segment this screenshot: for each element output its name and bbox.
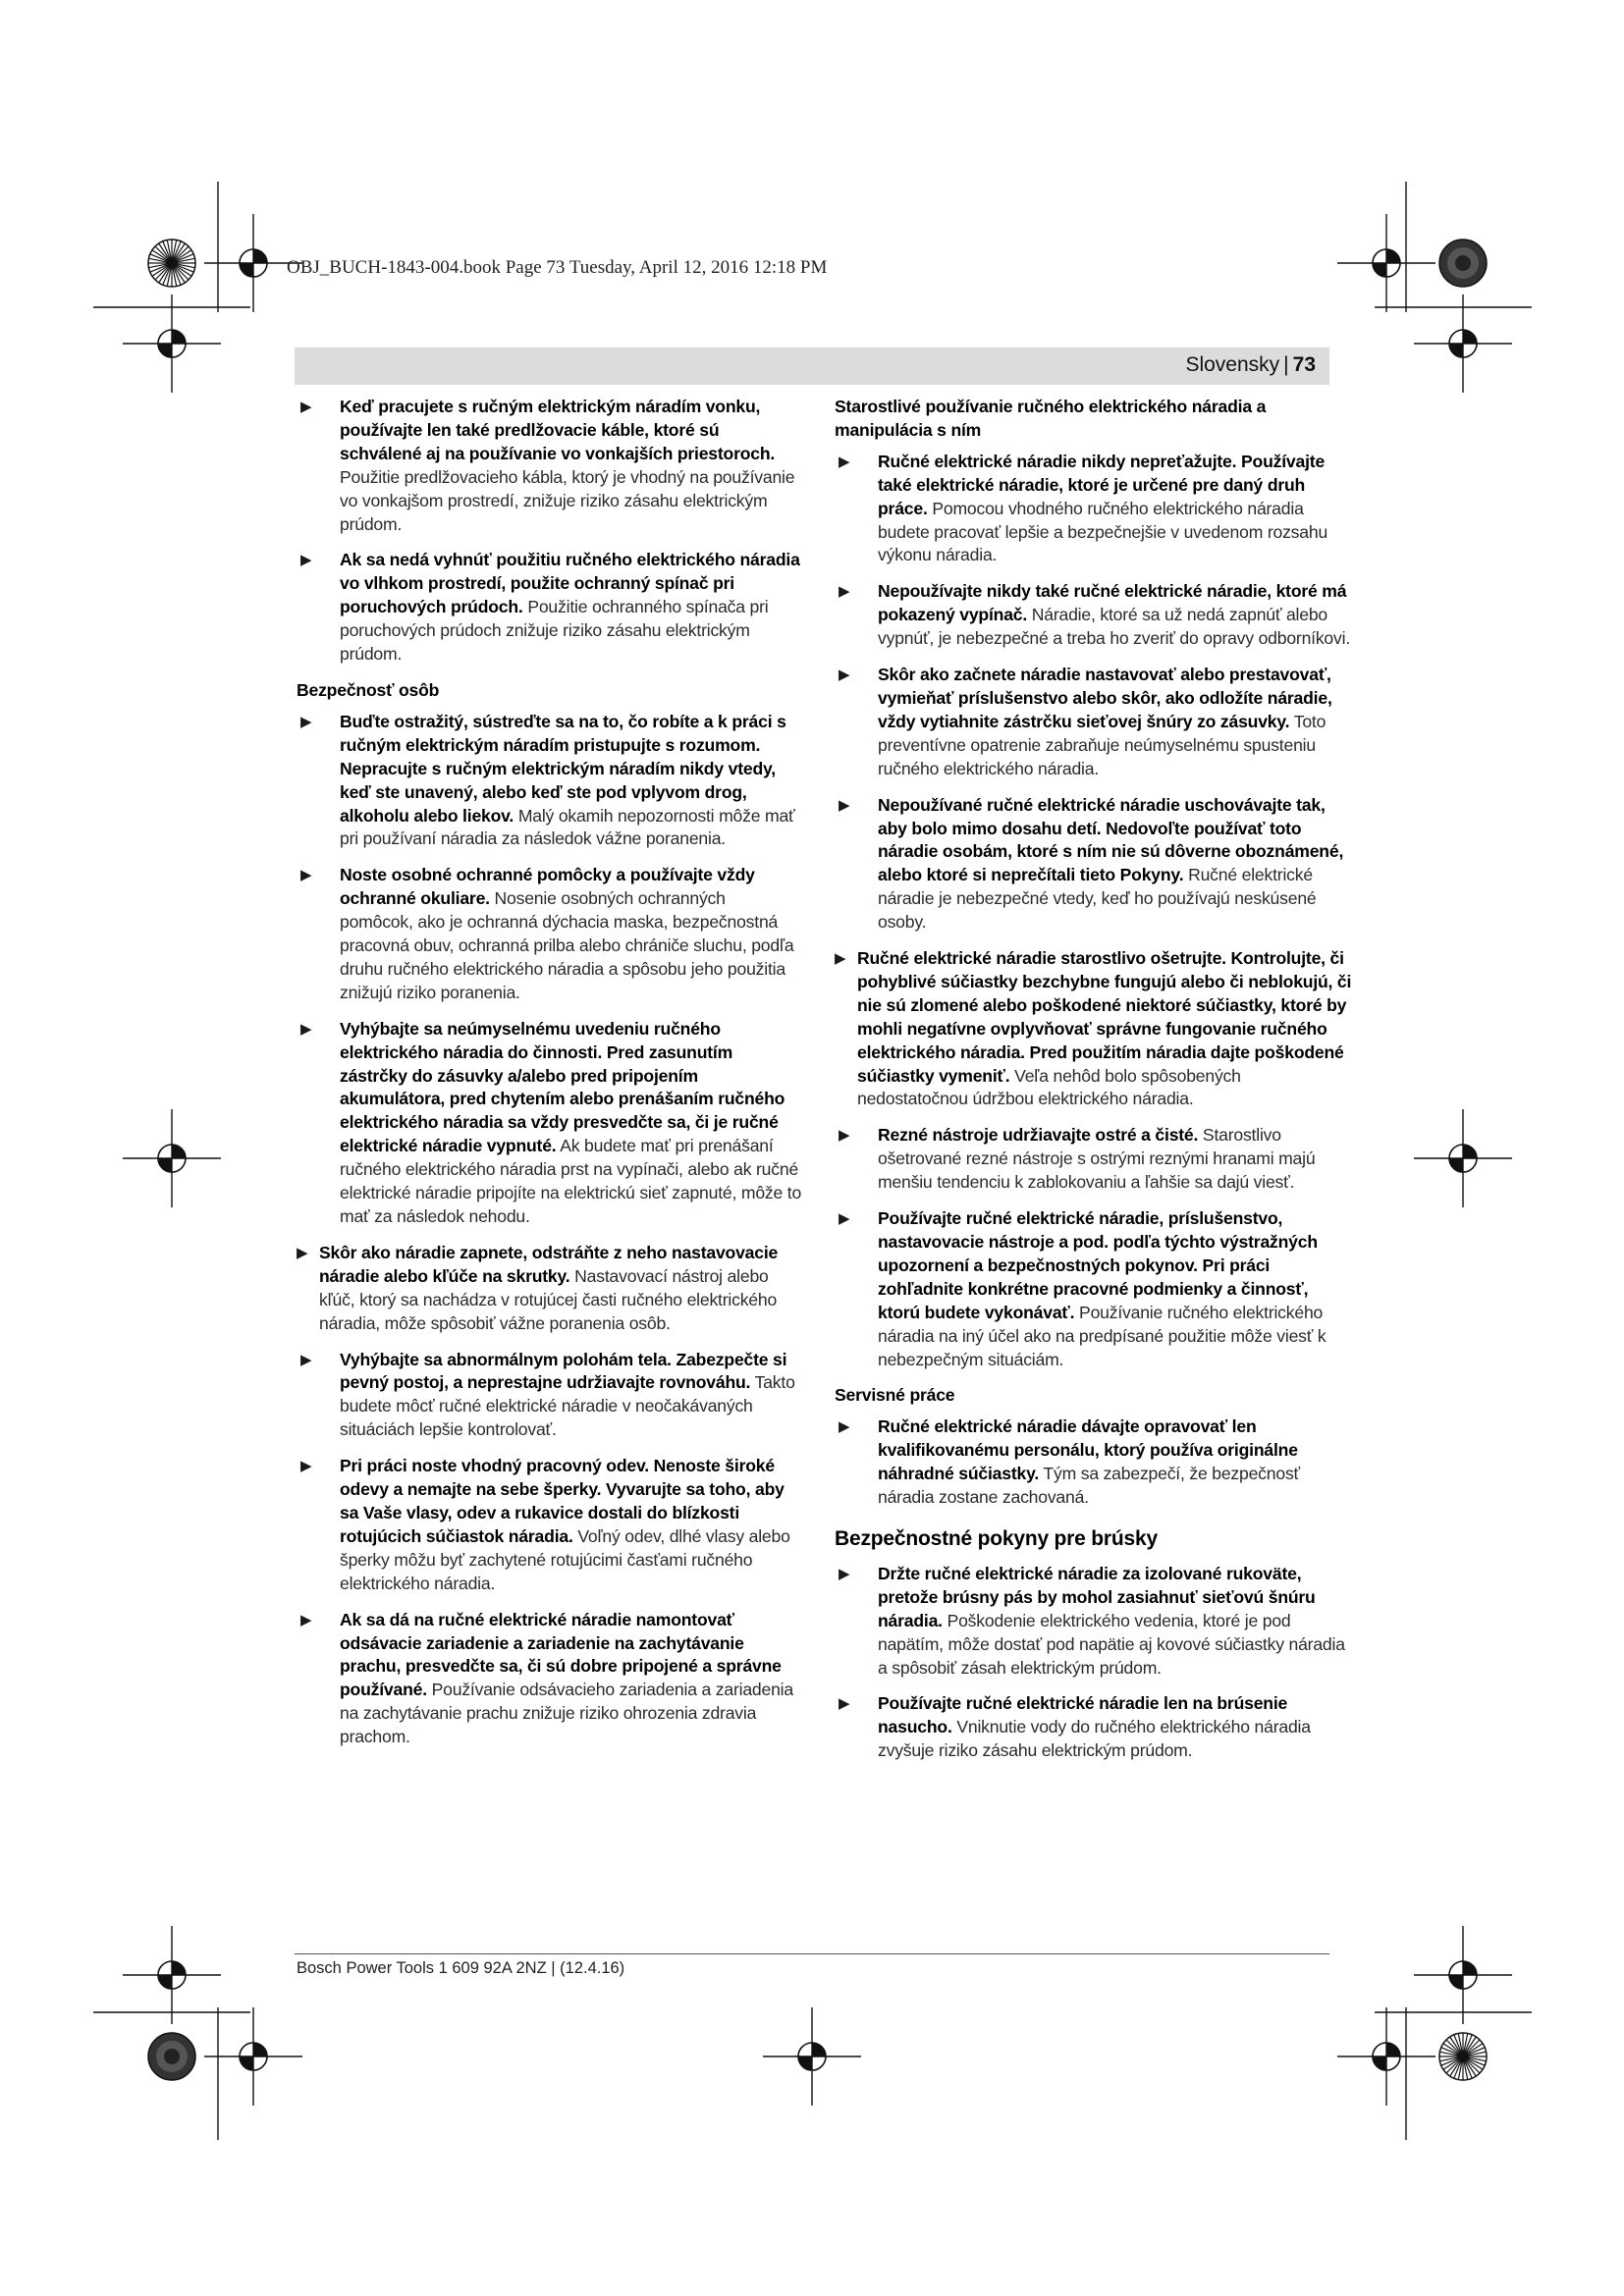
crosshair-icon xyxy=(204,2007,302,2106)
section-heading-service: Servisné práce xyxy=(835,1385,955,1406)
safety-item xyxy=(297,1455,803,1595)
item-bold-text: Držte ručné elektrické náradie za izolované rukoväte, pretože brúsny pás by mohol zasiahnuť sieťovú šnúru náradia. xyxy=(878,1563,1316,1630)
safety-item xyxy=(297,1349,803,1443)
item-normal-text: Starostlivo ošetrované rezné nástroje s ostrými reznými hranami majú menšiu tendenciu k zablokovaniu a ľahšie sa dajú viesť. xyxy=(878,1125,1316,1193)
item-normal-text: Voľný odev, dlhé vlasy alebo šperky môžu byť zachytené rotujúcimi časťami ručného elektrického náradia. xyxy=(340,1525,790,1593)
safety-item xyxy=(835,947,1353,1111)
safety-item xyxy=(297,864,803,1004)
section-title-sander-safety: Bezpečnostné pokyny pre brúsky xyxy=(835,1526,1158,1550)
item-bold-text: Používajte ručné elektrické náradie, príslušenstvo, nastavovacie nástroje a pod. podľa týchto výstražných upozornení a bezpečnostných pokynov. Pri práci zohľadnite konkrétne pracovné podmienky a činnosť, ktorú budete vykonávať. xyxy=(878,1208,1318,1322)
item-normal-text: Ručné elektrické náradie je nebezpečné vtedy, keď ho používajú neskúsené osoby. xyxy=(878,865,1317,933)
bullet-triangle-icon: ▶ xyxy=(835,950,846,968)
bullet-triangle-icon: ▶ xyxy=(300,867,312,884)
registration-disc-icon xyxy=(1439,240,1487,287)
bullet-triangle-icon: ▶ xyxy=(300,399,312,415)
bullet-triangle-icon: ▶ xyxy=(839,453,850,470)
section-heading-tool-care: Starostlivé používanie ručného elektrického náradia a manipulácia s ním xyxy=(835,397,1267,440)
item-bold-text: Buďte ostražitý, sústreďte sa na to, čo robíte a k práci s ručným elektrickým náradím pristupujte s rozumom. Nepracujte s ručným elektrickým náradím nikdy vtedy, keď ste unavený, alebo keď ste pod vplyvom drog, alkoholu alebo liekov. xyxy=(340,711,786,826)
right-items-tool-care xyxy=(835,451,1353,1372)
crosshair-icon xyxy=(1337,2007,1435,2106)
item-bold-text: Používajte ručné elektrické náradie len na brúsenie nasucho. xyxy=(878,1693,1288,1737)
safety-item xyxy=(835,451,1353,568)
header-separator: | xyxy=(1283,353,1289,376)
bullet-triangle-icon: ▶ xyxy=(839,796,850,814)
bullet-triangle-icon: ▶ xyxy=(839,1127,850,1145)
bullet-triangle-icon: ▶ xyxy=(839,1565,850,1582)
item-bold-text: Rezné nástroje udržiavajte ostré a čisté. xyxy=(878,1125,1199,1146)
footer-rule xyxy=(295,1953,1329,1954)
safety-item xyxy=(297,1609,803,1749)
item-bold-text: Nepoužívané ručné elektrické náradie uschovávajte tak, aby bolo mimo dosahu detí. Nedovoľte používať toto náradie osobám, ktoré s ním nie sú dôverne oboznámené, alebo ktoré si neprečítali tieto Pokyny. xyxy=(878,794,1344,885)
registration-disc-icon xyxy=(1439,2033,1487,2080)
crosshair-icon xyxy=(1337,214,1435,312)
safety-item xyxy=(835,664,1353,781)
right-items-service xyxy=(835,1415,1353,1510)
safety-item xyxy=(297,396,803,536)
bullet-triangle-icon: ▶ xyxy=(300,1351,312,1368)
safety-item xyxy=(835,1415,1353,1510)
bullet-triangle-icon: ▶ xyxy=(297,1244,308,1261)
item-normal-text: Takto budete môcť ručné elektrické náradie v neočakávaných situáciách lepšie kontrolovať. xyxy=(340,1372,795,1440)
language-label: Slovensky xyxy=(1185,353,1280,376)
item-bold-text: Skôr ako náradie zapnete, odstráňte z neho nastavovacie náradie alebo kľúče na skrutky. xyxy=(319,1242,779,1286)
running-head xyxy=(1185,353,1316,377)
item-normal-text: Veľa nehôd bolo spôsobených nedostatočnou údržbou elektrického náradia. xyxy=(857,1065,1241,1109)
safety-item xyxy=(297,549,803,667)
safety-item xyxy=(835,1124,1353,1195)
item-bold-text: Pri práci noste vhodný pracovný odev. Nenoste široké odevy a nemajte na sebe šperky. Vyvarujte sa toho, aby sa Vaše vlasy, odev a rukavice dostali do blízkosti rotujúcich súčiastok náradia. xyxy=(340,1456,785,1546)
safety-item xyxy=(297,711,803,851)
crosshair-icon xyxy=(763,2007,861,2106)
bullet-triangle-icon: ▶ xyxy=(839,1210,850,1228)
item-bold-text: Ak sa dá na ručné elektrické náradie namontovať odsávacie zariadenie a zariadenie na zachytávanie prachu, presvedčte sa, či sú dobre pripojené a správne používané. xyxy=(340,1609,782,1700)
item-normal-text: Náradie, ktoré sa už nedá zapnúť alebo vypnúť, je nebezpečné a treba ho zveriť do opravy odborníkovi. xyxy=(878,605,1351,649)
item-normal-text: Ak budete mať pri prenášaní ručného elektrického náradia prst na vypínači, alebo ak ručné elektrické náradie pripojíte na elektrickú sieť zapnuté, môže to mať za následok nehodu. xyxy=(340,1136,802,1226)
crosshair-icon xyxy=(123,294,221,393)
bullet-triangle-icon: ▶ xyxy=(300,552,312,569)
page-header xyxy=(295,347,1329,385)
safety-item xyxy=(835,794,1353,934)
safety-item xyxy=(297,1242,803,1336)
safety-item xyxy=(835,1207,1353,1371)
left-items-personal-safety xyxy=(297,711,803,1749)
bullet-triangle-icon: ▶ xyxy=(839,583,850,601)
registration-disc-icon xyxy=(148,240,195,287)
bullet-triangle-icon: ▶ xyxy=(300,713,312,730)
crosshair-icon xyxy=(1414,1926,1512,2024)
bullet-triangle-icon: ▶ xyxy=(300,1020,312,1038)
item-normal-text: Poškodenie elektrického vedenia, ktoré je pod napätím, môže dostať pod napätie aj kovové súčiastky náradia a spôsobiť zásah elektrickým prúdom. xyxy=(878,1610,1345,1678)
item-normal-text: Vniknutie vody do ručného elektrického náradia zvyšuje riziko zásahu elektrickým prúdom. xyxy=(878,1717,1311,1761)
left-items-top xyxy=(297,396,803,667)
item-bold-text: Vyhýbajte sa abnormálnym polohám tela. Zabezpečte si pevný postoj, a neprestajne udržiavajte rovnováhu. xyxy=(340,1349,787,1393)
item-bold-text: Keď pracujete s ručným elektrickým náradím vonku, používajte len také predlžovacie káble, ktoré sú schválené aj na používanie vo vonkajších priestoroch. xyxy=(340,397,776,463)
left-column xyxy=(297,396,803,1762)
item-bold-text: Vyhýbajte sa neúmyselnému uvedeniu ručného elektrického náradia do činnosti. Pred zasunutím zástrčky do zásuvky a/alebo pred pripojením akumulátora, pred chytením alebo prenášaním ručného elektrického náradia sa vždy presvedčte sa, či je ručné elektrické náradie vypnuté. xyxy=(340,1018,785,1156)
item-bold-text: Ručné elektrické náradie dávajte opravovať len kvalifikovanému personálu, ktorý používa originálne náhradné súčiastky. xyxy=(878,1416,1298,1484)
item-bold-text: Ak sa nedá vyhnúť použitiu ručného elektrického náradia vo vlhkom prostredí, použite ochranný spínač pri poruchových prúdoch. xyxy=(340,550,800,617)
item-normal-text: Používanie ručného elektrického náradia na iný účel ako na predpísané použitie môže viesť k nebezpečným situáciám. xyxy=(878,1302,1326,1369)
bullet-triangle-icon: ▶ xyxy=(839,667,850,684)
safety-item xyxy=(835,580,1353,651)
safety-item xyxy=(835,1692,1353,1763)
item-normal-text: Nastavovací nástroj alebo kľúč, ktorý sa nachádza v rotujúcej časti ručného elektrického náradia, môže spôsobiť vážne poranenia osôb. xyxy=(319,1265,778,1333)
item-normal-text: Použitie predlžovacieho kábla, ktorý je vhodný na používanie vo vonkajšom prostredí, znižuje riziko zásahu elektrickým prúdom. xyxy=(340,466,795,534)
crosshair-icon xyxy=(1414,1109,1512,1207)
safety-item xyxy=(297,1018,803,1229)
bullet-triangle-icon: ▶ xyxy=(300,1611,312,1629)
item-bold-text: Nepoužívajte nikdy také ručné elektrické náradie, ktoré má pokazený vypínač. xyxy=(878,581,1347,625)
registration-disc-icon xyxy=(148,2033,195,2080)
page-number: 73 xyxy=(1292,353,1316,376)
crosshair-icon xyxy=(123,1109,221,1207)
bullet-triangle-icon: ▶ xyxy=(839,1418,850,1436)
item-bold-text: Ručné elektrické náradie starostlivo ošetrujte. Kontrolujte, či pohyblivé súčiastky bezchybne fungujú alebo či neblokujú, či nie sú zlomené alebo poškodené niektoré súčiastky, ktoré by mohli negatívne ovplyvňovať správne fungovanie ručného elektrického náradia. Pred použitím náradia dajte poškodené súčiastky vymeniť. xyxy=(857,948,1352,1086)
bullet-triangle-icon: ▶ xyxy=(300,1458,312,1475)
footer-text: Bosch Power Tools 1 609 92A 2NZ | (12.4.16) xyxy=(297,1959,625,1977)
section-heading-personal-safety: Bezpečnosť osôb xyxy=(297,679,440,700)
crosshair-icon xyxy=(123,1926,221,2024)
safety-item xyxy=(835,1563,1353,1681)
right-column xyxy=(835,396,1353,1776)
item-normal-text: Nosenie osobných ochranných pomôcok, ako je ochranná dýchacia maska, bezpečnostná pracovná obuv, ochranná prilba alebo chrániče sluchu, podľa druhu ručného elektrického náradia a spôsobu jeho použitia znižujú riziko poranenia. xyxy=(340,888,794,1002)
item-normal-text: Malý okamih nepozornosti môže mať pri používaní náradia za následok vážne poranenia. xyxy=(340,805,795,849)
book-file-info: OBJ_BUCH-1843-004.book Page 73 Tuesday, April 12, 2016 12:18 PM xyxy=(287,257,828,278)
item-bold-text: Ručné elektrické náradie nikdy nepreťažujte. Používajte také elektrické náradie, ktoré je určené pre daný druh práce. xyxy=(878,451,1326,518)
right-items-sander-safety xyxy=(835,1563,1353,1763)
item-normal-text: Používanie odsávacieho zariadenia a zariadenia na zachytávanie prachu znižuje riziko ohrozenia zdravia prachom. xyxy=(340,1680,793,1747)
item-normal-text: Pomocou vhodného ručného elektrického náradia budete pracovať lepšie a bezpečnejšie v uvedenom rozsahu výkonu náradia. xyxy=(878,498,1328,565)
item-bold-text: Skôr ako začnete náradie nastavovať alebo prestavovať, vymieňať príslušenstvo alebo skôr, ako odložíte náradie, vždy vytiahnite zástrčku sieťovej šnúry zo zásuvky. xyxy=(878,665,1332,731)
item-normal-text: Použitie ochranného spínača pri poruchových prúdoch znižuje riziko zásahu elektrickým prúdom. xyxy=(340,597,769,665)
bullet-triangle-icon: ▶ xyxy=(839,1695,850,1713)
item-bold-text: Noste osobné ochranné pomôcky a používajte vždy ochranné okuliare. xyxy=(340,865,755,909)
item-normal-text: Tým sa zabezpečí, že bezpečnosť náradia zostane zachovaná. xyxy=(878,1464,1300,1508)
crosshair-icon xyxy=(1414,294,1512,393)
item-normal-text: Toto preventívne opatrenie zabraňuje neúmyselnému spusteniu ručného elektrického náradia. xyxy=(878,711,1326,778)
